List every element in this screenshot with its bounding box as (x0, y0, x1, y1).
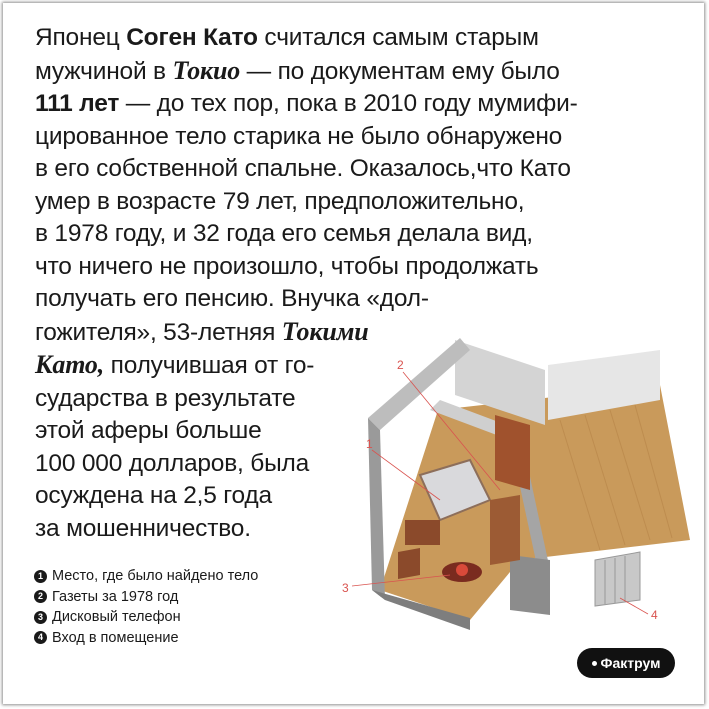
legend (34, 566, 258, 648)
text-line: 111 лет — до тех пор, пока в 2010 году мумифи- (35, 90, 578, 117)
legend-text: Дисковый телефон (52, 609, 181, 625)
legend-item (34, 628, 258, 649)
partition-wall-right (510, 555, 550, 615)
legend-number: 1 (34, 570, 47, 583)
brand-dot-icon (592, 661, 597, 666)
text-line: сударства в результате (35, 384, 296, 412)
text-line: Като, получившая от го- (35, 350, 315, 379)
legend-item (34, 607, 258, 628)
legend-number: 4 (34, 631, 47, 644)
text-line: мужчиной в Токио — по документам ему было (35, 55, 560, 85)
person-name: Соген Като (126, 24, 258, 51)
text-line: цированное тело старика не было обнаружено (35, 122, 563, 150)
callout-1: 1 (366, 437, 373, 451)
age-highlight: 111 лет (35, 90, 120, 117)
callout-3: 3 (342, 581, 349, 595)
text-line: умер в возрасте 79 лет, предположительно, (35, 187, 525, 215)
nightstand (398, 548, 420, 579)
text-line: 100 000 долларов, была (35, 449, 310, 477)
granddaughter-surname: Като, (35, 350, 105, 379)
text-line: гожителя», 53-летняя Токими (35, 316, 369, 346)
text-line: этой аферы больше (35, 417, 262, 444)
wardrobe (495, 415, 530, 490)
legend-number: 2 (34, 590, 47, 603)
granddaughter-name: Токими (281, 316, 369, 346)
legend-text: Газеты за 1978 год (52, 588, 179, 605)
city-name: Токио (172, 55, 241, 85)
bed-frame (405, 520, 440, 545)
callout-2: 2 (397, 358, 404, 372)
text-line: получать его пенсию. Внучка «дол- (35, 285, 429, 312)
text-line: в 1978 году, и 32 года его семья делала вид, (35, 220, 533, 247)
legend-item (34, 587, 258, 608)
desk (490, 495, 520, 565)
text-line: за мошенничество. (35, 514, 251, 542)
text-line: в его собственной спальне. Оказалось,что Като (35, 155, 571, 182)
callout-4: 4 (651, 608, 658, 622)
text-line: что ничего не произошло, чтобы продолжать (35, 252, 539, 280)
brand-logo[interactable] (577, 648, 675, 678)
phone-dial-icon (456, 564, 468, 576)
legend-item (34, 566, 258, 587)
brand-label: Фактрум (600, 655, 661, 671)
text-line: Японец Соген Като считался самым старым (35, 24, 539, 51)
legend-text: Вход в помещение (52, 629, 179, 646)
text-line: осуждена на 2,5 года (35, 482, 272, 509)
entrance-door (595, 552, 640, 606)
legend-text: Место, где было найдено тело (52, 568, 259, 584)
legend-number: 3 (34, 611, 47, 624)
